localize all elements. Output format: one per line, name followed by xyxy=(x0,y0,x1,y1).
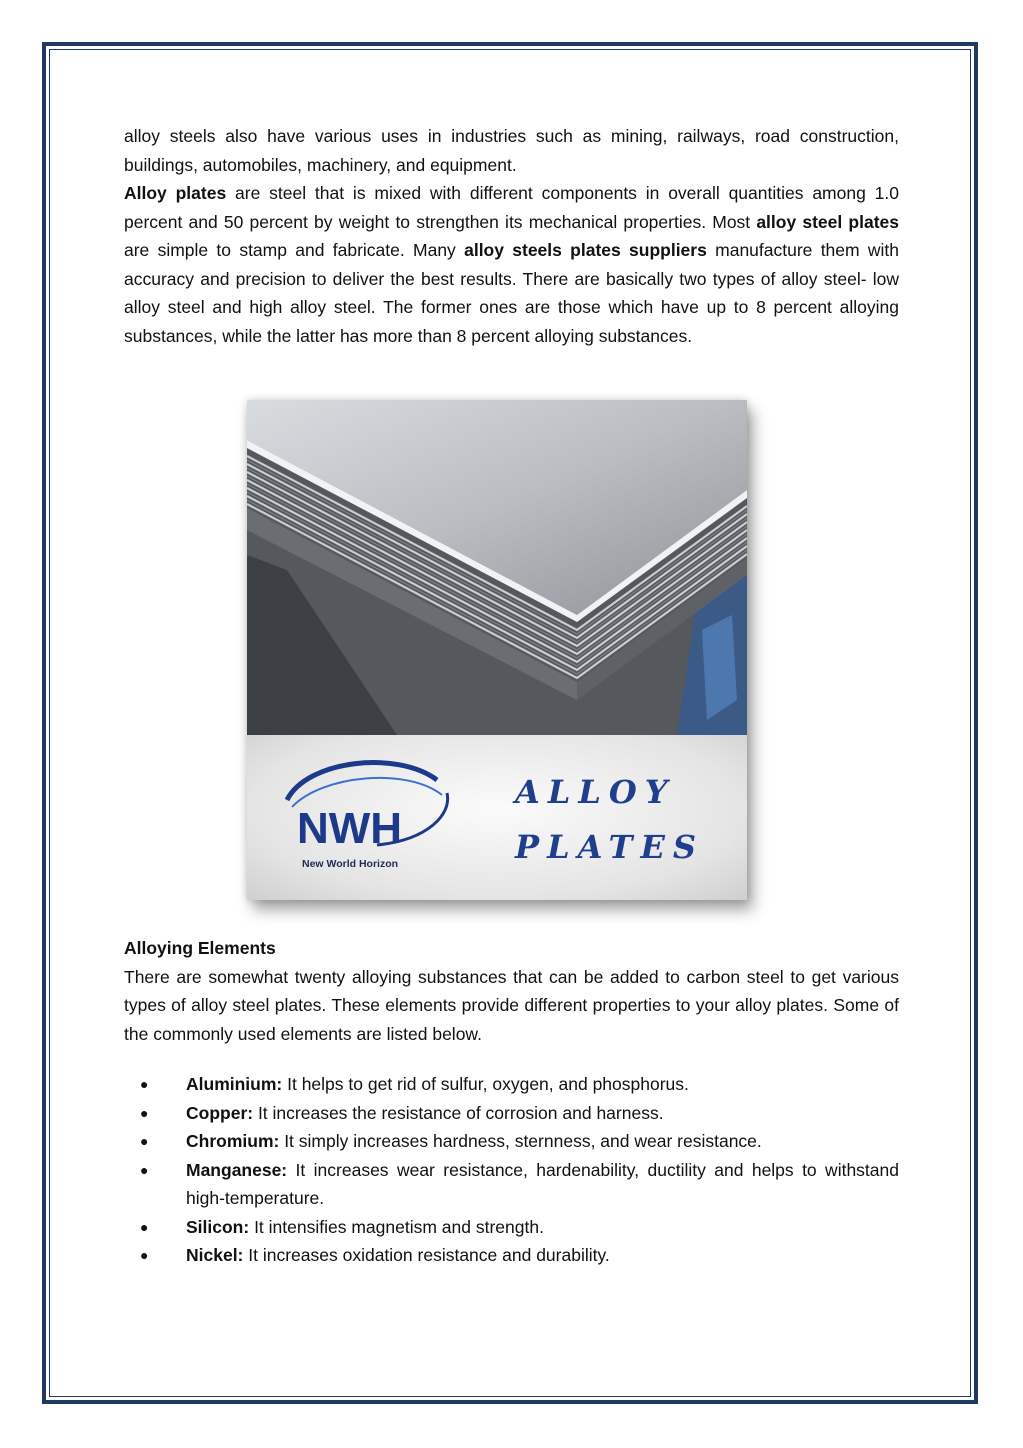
list-item xyxy=(124,1099,899,1128)
bullet-icon: ● xyxy=(140,1247,149,1263)
element-desc: It increases oxidation resistance and durability. xyxy=(243,1245,610,1265)
element-name: Copper: xyxy=(186,1102,254,1123)
bullet-icon: ● xyxy=(140,1076,149,1092)
element-desc: It simply increases hardness, sternness, and wear resistance. xyxy=(279,1131,762,1151)
list-item xyxy=(124,1213,899,1242)
element-desc: It intensifies magnetism and strength. xyxy=(249,1216,544,1237)
element-name: Silicon: xyxy=(186,1216,250,1237)
list-item xyxy=(124,1070,899,1099)
steel-plates-illustration xyxy=(247,400,747,735)
list-item xyxy=(124,1127,899,1156)
intro-paragraph-1: alloy steels also have various uses in industries such as mining, railways, road construction, buildings, automobiles, machinery, and equipment. xyxy=(124,126,899,175)
alloy-plates-title xyxy=(515,765,715,875)
list-item xyxy=(124,1156,899,1213)
alloy-steel-plates-term: alloy steel plates xyxy=(756,211,899,232)
section-heading: Alloying Elements xyxy=(124,938,276,958)
bullet-icon: ● xyxy=(140,1104,149,1121)
intro-text-3: manufacture them with accuracy and precision to deliver the best results. There are basically two types of alloy steel- low alloy steel and high alloy steel. The former ones are those which have up to 8 percent alloying substances, while the latter has more than 8 percent alloying substances. xyxy=(124,240,900,346)
logo-letters: NWH xyxy=(297,804,403,853)
title-line-alloy: ALLOY xyxy=(515,773,676,811)
element-desc: It increases the resistance of corrosion and harness. xyxy=(253,1102,664,1123)
elements-list xyxy=(124,1070,899,1270)
intro-paragraph-2 xyxy=(124,179,899,350)
document-content xyxy=(124,122,899,1270)
bullet-icon: ● xyxy=(140,1133,149,1149)
element-desc: It increases wear resistance, hardenability, ductility and helps to withstand high-temperature. xyxy=(186,1159,899,1208)
image-banner xyxy=(247,735,747,900)
element-name: Manganese: xyxy=(186,1159,288,1180)
list-item xyxy=(124,1241,899,1270)
element-name: Aluminium: xyxy=(186,1074,283,1094)
alloy-plates-term: Alloy plates xyxy=(124,183,227,203)
section-paragraph: There are somewhat twenty alloying substances that can be added to carbon steel to get various types of alloy steel plates. These elements provide different properties to your alloy plates. Some of the commonly used elements are listed below. xyxy=(124,966,899,1044)
suppliers-term: alloy steels plates suppliers xyxy=(464,240,707,260)
intro-text-2: are simple to stamp and fabricate. Many xyxy=(124,240,465,260)
element-desc: It helps to get rid of sulfur, oxygen, and phosphorus. xyxy=(282,1074,689,1094)
steel-plate-stack-photo xyxy=(247,400,747,735)
element-name: Chromium: xyxy=(186,1131,280,1151)
logo-caption: New World Horizon xyxy=(302,858,399,870)
alloy-plates-image xyxy=(247,400,747,900)
bullet-icon: ● xyxy=(140,1218,149,1235)
bullet-icon: ● xyxy=(140,1161,149,1178)
title-line-plates: PLATES xyxy=(515,828,704,866)
intro-text-1: are steel that is mixed with different components in overall quantities among 1.0 percent and 50 percent by weight to strengthen its mechanical properties. Most xyxy=(124,183,899,232)
element-name: Nickel: xyxy=(186,1245,244,1265)
